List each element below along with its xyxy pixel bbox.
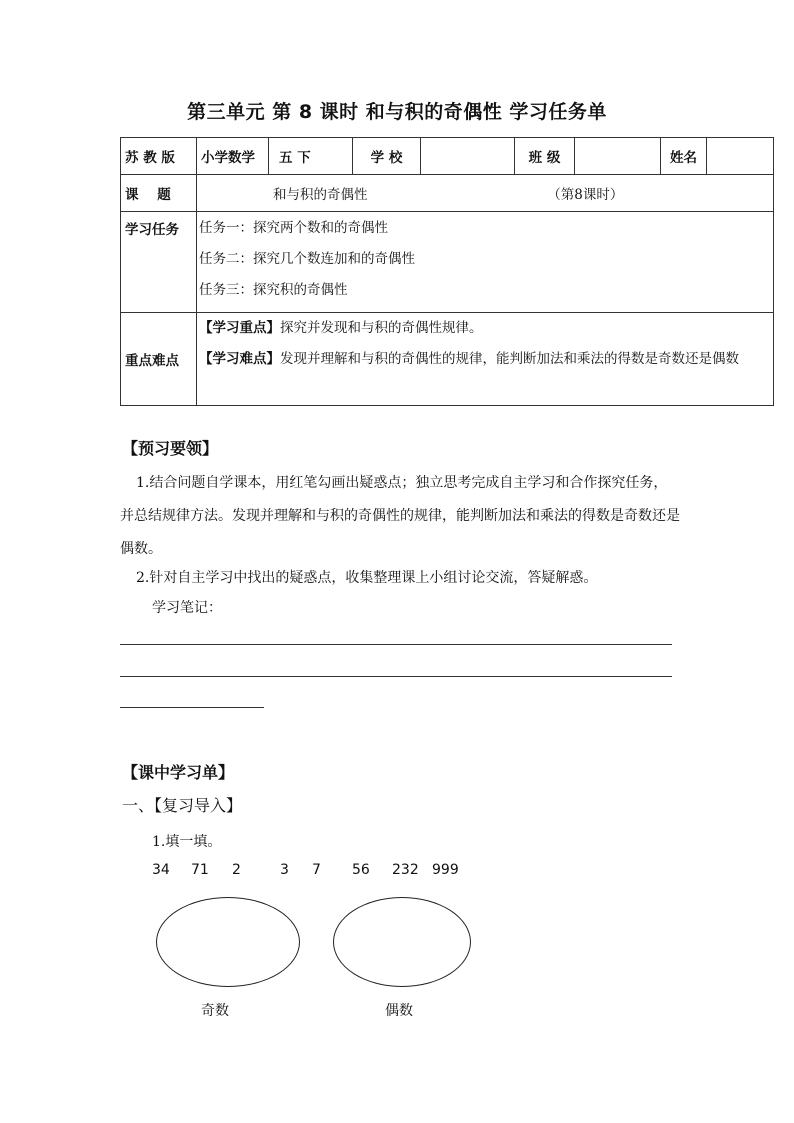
- number-item: 2: [232, 862, 241, 878]
- tasks-cell: [197, 212, 774, 313]
- number-item: 34: [152, 862, 170, 878]
- notes-label: 学习笔记：: [152, 600, 222, 616]
- number-item: 3: [280, 862, 289, 878]
- preview-item-2: 2.针对自主学习中找出的疑惑点，收集整理课上小组讨论交流，答疑解惑。: [136, 570, 598, 586]
- tasks-label: 学习任务: [121, 212, 197, 313]
- info-row-header: [121, 138, 774, 175]
- period-text: （第8课时）: [547, 187, 624, 203]
- name-label: 姓名: [661, 138, 707, 175]
- topic-text: 和与积的奇偶性: [273, 187, 368, 203]
- preview-heading: 【预习要领】: [122, 439, 219, 458]
- edition-cell: 苏 教 版: [121, 138, 197, 175]
- number-item: 7: [312, 862, 321, 878]
- info-row-topic: [121, 175, 774, 212]
- class-label: 班 级: [515, 138, 575, 175]
- preview-item-1: 1.结合问题自学课本，用红笔勾画出疑惑点；独立思考完成自主学习和合作探究任务，并总结规律方法。发现并理解和与积的奇偶性的规律，能判断加法和乘法的得数是奇数还是偶数。: [120, 475, 680, 557]
- in-class-heading: 【课中学习单】: [122, 763, 235, 782]
- number-item: 999: [432, 862, 459, 878]
- review-section-heading: 一、【复习导入】: [122, 796, 243, 815]
- focus-label: 重点难点: [121, 313, 197, 406]
- difficulty-tag: 【学习难点】: [199, 351, 280, 367]
- note-line-2[interactable]: [120, 676, 672, 677]
- page-title: 第三单元 第 8 课时 和与积的奇偶性 学习任务单: [187, 101, 607, 123]
- number-item: 232: [392, 862, 419, 878]
- topic-label: 课 题: [121, 175, 197, 212]
- topic-cell: [197, 175, 774, 212]
- grade-cell: 五 下: [269, 138, 353, 175]
- name-value[interactable]: [707, 138, 774, 175]
- focus-cell: [197, 313, 774, 406]
- task-item-2: 任务二：探究几个数连加和的奇偶性: [199, 251, 415, 267]
- key-point-text: 探究并发现和与积的奇偶性规律。: [280, 320, 483, 336]
- key-point-tag: 【学习重点】: [199, 320, 280, 336]
- info-row-tasks: [121, 212, 774, 313]
- even-ellipse[interactable]: [333, 897, 471, 987]
- odd-label: 奇数: [201, 1003, 229, 1019]
- school-label: 学 校: [353, 138, 421, 175]
- subject-cell: 小学数学: [197, 138, 269, 175]
- number-item: 71: [191, 862, 209, 878]
- note-line-3[interactable]: [120, 707, 264, 708]
- even-label: 偶数: [385, 1003, 413, 1019]
- class-value[interactable]: [575, 138, 661, 175]
- number-item: 56: [352, 862, 370, 878]
- task-item-1: 任务一：探究两个数和的奇偶性: [199, 220, 388, 236]
- info-table: [120, 137, 774, 406]
- note-line-1[interactable]: [120, 644, 672, 645]
- question-1: 1.填一填。: [152, 834, 222, 850]
- task-item-3: 任务三：探究积的奇偶性: [199, 282, 348, 298]
- info-row-focus: [121, 313, 774, 406]
- odd-ellipse[interactable]: [156, 897, 300, 987]
- school-value[interactable]: [421, 138, 515, 175]
- difficulty-text: 发现并理解和与积的奇偶性的规律，能判断加法和乘法的得数是奇数还是偶数: [280, 351, 739, 367]
